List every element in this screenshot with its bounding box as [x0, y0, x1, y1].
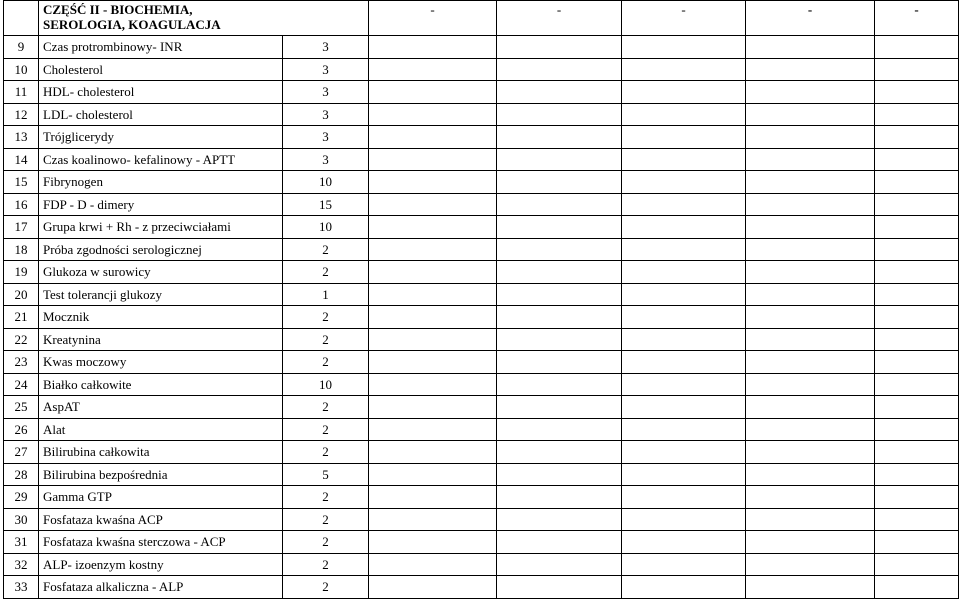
empty-cell — [746, 508, 875, 531]
empty-cell — [746, 171, 875, 194]
test-name: Glukoza w surowicy — [39, 261, 283, 284]
test-name: Czas protrombinowy- INR — [39, 36, 283, 59]
row-number: 15 — [4, 171, 39, 194]
empty-cell — [369, 238, 497, 261]
header-dash: - — [556, 2, 562, 17]
test-name: AspAT — [39, 396, 283, 419]
empty-cell — [622, 351, 746, 374]
row-number: 13 — [4, 126, 39, 149]
header-dash-cell-5 — [875, 1, 959, 36]
empty-cell — [497, 306, 622, 329]
empty-cell — [497, 351, 622, 374]
empty-cell — [497, 126, 622, 149]
test-quantity: 2 — [283, 576, 369, 599]
header-dash: - — [914, 2, 919, 17]
header-dash: - — [681, 2, 686, 17]
table-row — [4, 508, 959, 531]
empty-cell — [369, 148, 497, 171]
empty-cell — [875, 126, 959, 149]
test-name: ALP- izoenzym kostny — [39, 553, 283, 576]
pricing-table — [3, 0, 959, 599]
empty-cell — [369, 81, 497, 104]
empty-cell — [369, 283, 497, 306]
row-number: 21 — [4, 306, 39, 329]
header-dash-cell-4 — [746, 1, 875, 36]
row-number: 25 — [4, 396, 39, 419]
test-name: Fosfataza kwaśna sterczowa - ACP — [39, 531, 283, 554]
test-quantity: 10 — [283, 216, 369, 239]
test-name: Cholesterol — [39, 58, 283, 81]
test-name: Trójglicerydy — [39, 126, 283, 149]
section-title-cell — [39, 1, 369, 36]
empty-cell — [875, 328, 959, 351]
empty-cell — [497, 283, 622, 306]
empty-cell — [497, 81, 622, 104]
empty-cell — [497, 58, 622, 81]
empty-cell — [875, 58, 959, 81]
table-row — [4, 553, 959, 576]
test-name: Gamma GTP — [39, 486, 283, 509]
table-row — [4, 103, 959, 126]
test-name: Test tolerancji glukozy — [39, 283, 283, 306]
test-name: Grupa krwi + Rh - z przeciwciałami — [39, 216, 283, 239]
empty-cell — [746, 193, 875, 216]
empty-cell — [369, 261, 497, 284]
empty-cell — [746, 373, 875, 396]
empty-cell — [497, 576, 622, 599]
empty-cell — [746, 81, 875, 104]
empty-cell — [622, 58, 746, 81]
test-quantity: 3 — [283, 126, 369, 149]
empty-cell — [622, 283, 746, 306]
test-name: Bilirubina bezpośrednia — [39, 463, 283, 486]
row-number: 23 — [4, 351, 39, 374]
empty-cell — [369, 58, 497, 81]
test-quantity: 2 — [283, 238, 369, 261]
test-quantity: 3 — [283, 36, 369, 59]
row-number: 16 — [4, 193, 39, 216]
empty-cell — [875, 148, 959, 171]
empty-cell — [369, 463, 497, 486]
test-quantity: 3 — [283, 58, 369, 81]
empty-cell — [369, 36, 497, 59]
empty-cell — [369, 171, 497, 194]
empty-cell — [746, 553, 875, 576]
empty-cell — [497, 328, 622, 351]
empty-cell — [497, 238, 622, 261]
empty-cell — [369, 576, 497, 599]
empty-cell — [875, 463, 959, 486]
empty-cell — [622, 261, 746, 284]
empty-cell — [622, 306, 746, 329]
test-name: Mocznik — [39, 306, 283, 329]
empty-cell — [497, 148, 622, 171]
test-name: Alat — [39, 418, 283, 441]
table-row — [4, 283, 959, 306]
empty-cell — [497, 171, 622, 194]
empty-cell — [746, 58, 875, 81]
empty-cell — [369, 373, 497, 396]
empty-cell — [497, 508, 622, 531]
header-dash-cell-3 — [622, 1, 746, 36]
test-quantity: 2 — [283, 261, 369, 284]
table-row — [4, 216, 959, 239]
section-title-line1: CZĘŚĆ II - BIOCHEMIA, — [43, 2, 193, 17]
test-quantity: 3 — [283, 81, 369, 104]
row-number: 20 — [4, 283, 39, 306]
table-row — [4, 81, 959, 104]
empty-cell — [746, 148, 875, 171]
empty-cell — [746, 283, 875, 306]
empty-cell — [497, 193, 622, 216]
table-row — [4, 396, 959, 419]
empty-cell — [497, 373, 622, 396]
header-dash-cell-2 — [497, 1, 622, 36]
table-row — [4, 441, 959, 464]
table-row — [4, 463, 959, 486]
test-name: Fosfataza alkaliczna - ALP — [39, 576, 283, 599]
empty-cell — [369, 441, 497, 464]
empty-cell — [622, 103, 746, 126]
empty-cell — [622, 193, 746, 216]
table-row — [4, 58, 959, 81]
test-quantity: 2 — [283, 306, 369, 329]
table-row — [4, 238, 959, 261]
empty-cell — [622, 238, 746, 261]
empty-cell — [875, 396, 959, 419]
empty-cell — [622, 171, 746, 194]
test-name: Kreatynina — [39, 328, 283, 351]
row-number: 22 — [4, 328, 39, 351]
test-quantity: 2 — [283, 328, 369, 351]
table-row — [4, 193, 959, 216]
table-row — [4, 36, 959, 59]
empty-cell — [746, 531, 875, 554]
row-number: 31 — [4, 531, 39, 554]
table-body — [4, 1, 959, 599]
header-dash: - — [807, 2, 813, 17]
empty-cell — [622, 373, 746, 396]
row-number: 28 — [4, 463, 39, 486]
empty-cell — [369, 396, 497, 419]
row-number: 29 — [4, 486, 39, 509]
empty-cell — [369, 553, 497, 576]
row-number: 30 — [4, 508, 39, 531]
empty-cell — [875, 306, 959, 329]
empty-cell — [746, 261, 875, 284]
header-empty-cell — [4, 1, 39, 36]
empty-cell — [497, 463, 622, 486]
row-number: 19 — [4, 261, 39, 284]
header-dash: - — [430, 2, 435, 17]
empty-cell — [622, 81, 746, 104]
empty-cell — [622, 508, 746, 531]
empty-cell — [497, 261, 622, 284]
test-name: Białko całkowite — [39, 373, 283, 396]
empty-cell — [369, 193, 497, 216]
test-quantity: 10 — [283, 171, 369, 194]
table-row — [4, 418, 959, 441]
row-number: 27 — [4, 441, 39, 464]
empty-cell — [875, 81, 959, 104]
empty-cell — [622, 148, 746, 171]
row-number: 17 — [4, 216, 39, 239]
empty-cell — [746, 418, 875, 441]
empty-cell — [622, 126, 746, 149]
empty-cell — [875, 418, 959, 441]
empty-cell — [622, 553, 746, 576]
empty-cell — [746, 126, 875, 149]
empty-cell — [369, 216, 497, 239]
row-number: 10 — [4, 58, 39, 81]
test-quantity: 2 — [283, 531, 369, 554]
table-row — [4, 126, 959, 149]
table-header-row — [4, 1, 959, 36]
empty-cell — [875, 103, 959, 126]
test-quantity: 1 — [283, 283, 369, 306]
empty-cell — [875, 373, 959, 396]
row-number: 14 — [4, 148, 39, 171]
table-row — [4, 351, 959, 374]
empty-cell — [875, 261, 959, 284]
empty-cell — [875, 171, 959, 194]
empty-cell — [875, 553, 959, 576]
test-quantity: 10 — [283, 373, 369, 396]
empty-cell — [746, 463, 875, 486]
table-row — [4, 306, 959, 329]
empty-cell — [875, 193, 959, 216]
empty-cell — [369, 418, 497, 441]
test-quantity: 2 — [283, 508, 369, 531]
test-name: FDP - D - dimery — [39, 193, 283, 216]
header-dash-cell-1 — [369, 1, 497, 36]
row-number: 9 — [4, 36, 39, 59]
test-name: HDL- cholesterol — [39, 81, 283, 104]
empty-cell — [622, 418, 746, 441]
empty-cell — [875, 283, 959, 306]
empty-cell — [497, 553, 622, 576]
test-quantity: 2 — [283, 396, 369, 419]
test-name: LDL- cholesterol — [39, 103, 283, 126]
empty-cell — [746, 216, 875, 239]
test-name: Fosfataza kwaśna ACP — [39, 508, 283, 531]
empty-cell — [622, 36, 746, 59]
empty-cell — [875, 486, 959, 509]
test-name: Kwas moczowy — [39, 351, 283, 374]
empty-cell — [369, 103, 497, 126]
empty-cell — [875, 441, 959, 464]
empty-cell — [369, 328, 497, 351]
empty-cell — [369, 486, 497, 509]
test-quantity: 2 — [283, 486, 369, 509]
row-number: 32 — [4, 553, 39, 576]
empty-cell — [746, 441, 875, 464]
empty-cell — [497, 103, 622, 126]
empty-cell — [622, 576, 746, 599]
empty-cell — [875, 508, 959, 531]
empty-cell — [875, 531, 959, 554]
empty-cell — [622, 396, 746, 419]
empty-cell — [369, 531, 497, 554]
table-row — [4, 531, 959, 554]
empty-cell — [497, 216, 622, 239]
empty-cell — [497, 396, 622, 419]
empty-cell — [875, 576, 959, 599]
empty-cell — [746, 486, 875, 509]
empty-cell — [622, 531, 746, 554]
empty-cell — [875, 216, 959, 239]
test-quantity: 3 — [283, 103, 369, 126]
row-number: 18 — [4, 238, 39, 261]
empty-cell — [622, 463, 746, 486]
empty-cell — [746, 36, 875, 59]
test-quantity: 15 — [283, 193, 369, 216]
empty-cell — [497, 441, 622, 464]
test-name: Fibrynogen — [39, 171, 283, 194]
empty-cell — [497, 418, 622, 441]
section-title — [43, 2, 364, 32]
empty-cell — [622, 441, 746, 464]
table-row — [4, 171, 959, 194]
empty-cell — [746, 306, 875, 329]
table-row — [4, 486, 959, 509]
empty-cell — [369, 126, 497, 149]
empty-cell — [497, 531, 622, 554]
test-quantity: 2 — [283, 553, 369, 576]
empty-cell — [875, 351, 959, 374]
empty-cell — [746, 238, 875, 261]
row-number: 24 — [4, 373, 39, 396]
empty-cell — [746, 576, 875, 599]
empty-cell — [369, 306, 497, 329]
empty-cell — [746, 328, 875, 351]
table-row — [4, 576, 959, 599]
row-number: 11 — [4, 81, 39, 104]
empty-cell — [746, 351, 875, 374]
table-row — [4, 328, 959, 351]
empty-cell — [875, 36, 959, 59]
row-number: 26 — [4, 418, 39, 441]
test-quantity: 2 — [283, 441, 369, 464]
test-quantity: 3 — [283, 148, 369, 171]
test-name: Czas koalinowo- kefalinowy - APTT — [39, 148, 283, 171]
empty-cell — [622, 486, 746, 509]
table-row — [4, 148, 959, 171]
empty-cell — [497, 36, 622, 59]
empty-cell — [622, 328, 746, 351]
empty-cell — [369, 351, 497, 374]
empty-cell — [875, 238, 959, 261]
row-number: 33 — [4, 576, 39, 599]
empty-cell — [746, 103, 875, 126]
test-quantity: 5 — [283, 463, 369, 486]
empty-cell — [497, 486, 622, 509]
table-row — [4, 261, 959, 284]
section-title-line2: SEROLOGIA, KOAGULACJA — [43, 17, 221, 32]
test-name: Bilirubina całkowita — [39, 441, 283, 464]
test-quantity: 2 — [283, 351, 369, 374]
row-number: 12 — [4, 103, 39, 126]
empty-cell — [622, 216, 746, 239]
empty-cell — [746, 396, 875, 419]
test-name: Próba zgodności serologicznej — [39, 238, 283, 261]
table-row — [4, 373, 959, 396]
empty-cell — [369, 508, 497, 531]
test-quantity: 2 — [283, 418, 369, 441]
